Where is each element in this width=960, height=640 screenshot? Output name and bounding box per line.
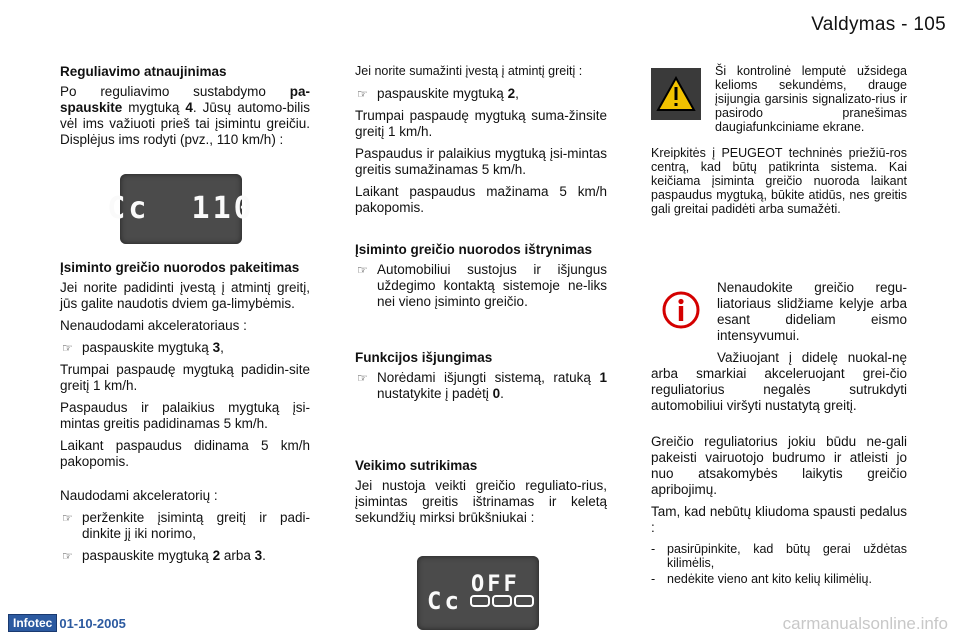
info-text-1: Nenaudokite greičio regu-liatoriaus slidžiame kelyje arba esant dideliam eismo intensyvumui. <box>717 280 907 343</box>
display-text: Cc 110 <box>107 191 255 226</box>
paragraph-decrease: Jei norite sumažinti įvestą į atmintį greitį : <box>355 64 583 78</box>
dash-icon <box>470 595 490 607</box>
paragraph-vigilance: Greičio reguliatorius jokiu būdu ne-gali pakeisti vairuotojo budrumo ir atleisti jo nuo atsakomybės laikytis greičio apribojimų. <box>651 434 907 497</box>
paragraph-with-accel: Naudodami akceleratorių : <box>60 488 218 503</box>
bullet-press-3: ☞ paspauskite mygtuką 3, <box>62 340 224 355</box>
display-off <box>417 556 539 630</box>
info-icon <box>651 280 711 350</box>
page-header: Valdymas - 105 <box>811 14 946 35</box>
infotec-logo: Infotec <box>8 614 57 632</box>
bullet-disable: ☞ Norėdami išjungti sistemą, ratuką 1 nustatykite į padėtį 0. <box>357 370 607 401</box>
info-text-2: Važiuojant į didelę nuokal-nę arba smarkiai akceleruojant grei-čio reguliatorius negalės sutrukdyti automobiliui viršyti nustatytą greitį. <box>651 350 907 413</box>
bullet-press-2: ☞ paspauskite mygtuką 2, <box>357 86 519 101</box>
paragraph-hold: Laikant paspaudus didinama 5 km/h pakopomis. <box>60 438 310 469</box>
column-right <box>651 64 907 588</box>
hand-pointer-icon: ☞ <box>357 371 368 385</box>
paragraph-long-press-dec: Paspaudus ir palaikius mygtuką įsi-mintas greitis sumažinamas 5 km/h. <box>355 146 607 177</box>
watermark: carmanualsonline.info <box>782 614 948 633</box>
warning-text: Ši kontrolinė lemputė užsidega kelioms sekundėms, drauge įsijungia garsinis signalizato-rius ir pasirodo pranešimas daugiafunkciniame ekrane. <box>715 64 907 134</box>
paragraph-malfunction: Jei nustoja veikti greičio reguliato-rius, įsimintas greitis ištrinamas ir keletą sekundžių mirksi brūkšniukai : <box>355 478 607 525</box>
dash-icon <box>492 595 512 607</box>
warning-text-2: Kreipkitės į PEUGEOT techninės priežiū-ros centrą, kad būtų patikrinta sistema. Kai keičiama įsiminta greičio nuoroda laikant paspaudus mygtuką, būkite atidūs, nes greitis gali greitai padidėti arba sumažėti. <box>651 146 907 216</box>
display-off-text: OFF <box>471 572 520 597</box>
dash-item-mat: - pasirūpinkite, kad būtų gerai uždėtas kilimėlis, <box>651 542 907 570</box>
paragraph-no-accel: Nenaudodami akceleratoriaus : <box>60 318 247 333</box>
bullet-erase: ☞ Automobiliui sustojus ir išjungus uždegimo kontaktą sistemoje ne-liks nei vieno įsiminto greičio. <box>357 262 607 309</box>
warning-triangle-icon <box>651 68 701 120</box>
paragraph-long-press: Paspaudus ir palaikius mygtuką įsi-mintas greitis padidinamas 5 km/h. <box>60 400 310 431</box>
paragraph-hold-dec: Laikant paspaudus mažinama 5 km/h pakopomis. <box>355 184 607 215</box>
heading-malfunction: Veikimo sutrikimas <box>355 458 478 473</box>
hand-pointer-icon: ☞ <box>357 87 368 101</box>
heading-resume: Reguliavimo atnaujinimas <box>60 64 227 79</box>
hand-pointer-icon: ☞ <box>62 341 73 355</box>
bullet-exceed: ☞ perženkite įsimintą greitį ir padi-dinkite jį iki norimo, <box>62 510 310 541</box>
paragraph-short-press: Trumpai paspaudę mygtuką padidin-site greitį 1 km/h. <box>60 362 310 393</box>
dash-icon <box>514 595 534 607</box>
column-left <box>60 64 310 570</box>
paragraph-short-press-dec: Trumpai paspaudę mygtuką suma-žinsite greitį 1 km/h. <box>355 108 607 139</box>
paragraph-resume: Po reguliavimo sustabdymo pa-spauskite mygtuką 4. Jūsų automo-bilis vėl ims važiuoti prieš tai įsimintu greičiu. Displėjus ims rodyti (pvz., 110 km/h) : <box>60 84 310 147</box>
display-cc-text: Cc <box>427 587 462 615</box>
paragraph-increase: Jei norite padidinti įvestą į atmintį greitį, jūs galite naudotis dviem ga-limybėmis. <box>60 280 310 311</box>
heading-change-speed: Įsiminto greičio nuorodos pakeitimas <box>60 260 300 275</box>
dash-item-stack: - nedėkite vieno ant kito kelių kilimėlių. <box>651 572 872 586</box>
footer-date: 01-10-2005 <box>59 615 126 631</box>
column-middle <box>355 64 607 630</box>
heading-erase: Įsiminto greičio nuorodos ištrynimas <box>355 242 593 257</box>
bullet-press-2-3: ☞ paspauskite mygtuką 2 arba 3. <box>62 548 266 563</box>
paragraph-pedals: Tam, kad nebūtų kliudoma spausti pedalus : <box>651 504 907 535</box>
hand-pointer-icon: ☞ <box>62 549 73 563</box>
info-block <box>651 280 907 350</box>
hand-pointer-icon: ☞ <box>357 263 368 277</box>
hand-pointer-icon: ☞ <box>62 511 73 525</box>
warning-block <box>651 64 907 140</box>
heading-disable: Funkcijos išjungimas <box>355 350 493 365</box>
footer <box>8 614 126 632</box>
display-speed-110 <box>107 174 255 244</box>
